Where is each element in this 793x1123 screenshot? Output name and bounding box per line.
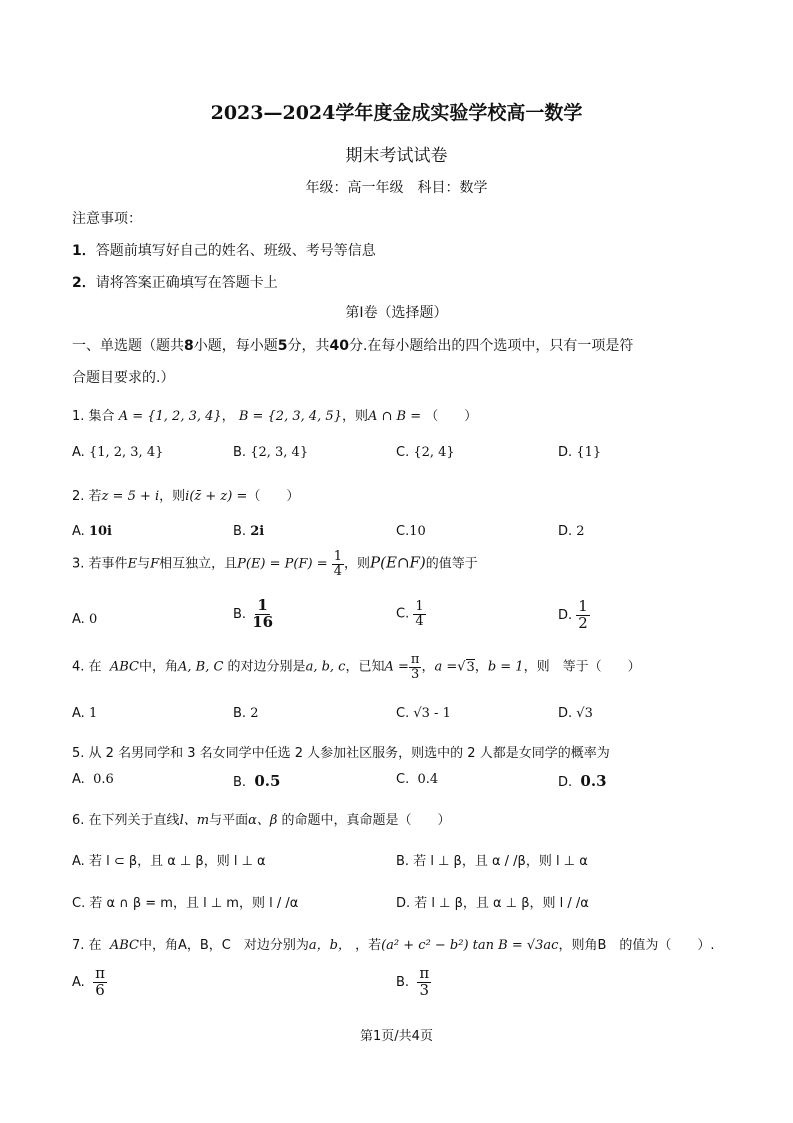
q6-option-d bbox=[396, 892, 589, 911]
page-footer: 第1页/共4页 bbox=[360, 1029, 433, 1044]
answer-blank: （ ） bbox=[247, 489, 300, 504]
option-label: D. bbox=[558, 775, 573, 790]
q2-option-c bbox=[396, 524, 426, 539]
option-label: B. bbox=[396, 974, 410, 990]
math-expression: A = bbox=[384, 659, 409, 675]
math-planes: α、β bbox=[248, 813, 278, 828]
q7-option-b bbox=[396, 966, 431, 999]
option-value: 0.4 bbox=[417, 772, 439, 787]
note-item-1 bbox=[72, 240, 376, 260]
option-value: 0.5 bbox=[254, 772, 281, 790]
option-value: 1 bbox=[88, 706, 98, 721]
fraction bbox=[332, 550, 344, 578]
math-expression: (a² + c² − b²) tan B = √3ac bbox=[381, 938, 559, 953]
q3-option-a bbox=[72, 612, 97, 627]
fraction-denominator: 4 bbox=[415, 613, 424, 629]
question-text: 相互独立，且 bbox=[159, 556, 238, 572]
question-text: 在 bbox=[88, 659, 102, 675]
option-label: C. bbox=[396, 606, 410, 622]
fraction-denominator: 16 bbox=[252, 612, 274, 631]
question-text: 的对边分别是 bbox=[227, 659, 306, 675]
instr-text: 小题，每小题 bbox=[193, 338, 278, 354]
option-label: C. bbox=[396, 706, 410, 721]
question-text: ，则 bbox=[344, 556, 371, 572]
note-text: 答题前填写好自己的姓名、班级、考号等信息 bbox=[95, 243, 376, 259]
q1-option-b bbox=[233, 445, 308, 460]
math-set-b: B = {2, 3, 4, 5} bbox=[238, 409, 342, 424]
option-value: 若 l ⊥ β，且 α / /β，则 l ⊥ α bbox=[413, 854, 588, 869]
grade-subject-line: 年级：高一年级 科目：数学 bbox=[305, 180, 488, 196]
option-label: B. bbox=[233, 524, 247, 539]
option-label: B. bbox=[233, 775, 247, 790]
question-number: 6. bbox=[72, 813, 85, 828]
instr-text: 分，共 bbox=[287, 338, 330, 354]
option-label: A. bbox=[72, 445, 85, 460]
option-label: C. bbox=[396, 445, 410, 460]
math-expression: P(E∩F) bbox=[370, 553, 426, 572]
section-instruction-line-2: 合题目要求的.） bbox=[72, 370, 175, 386]
question-number: 3. bbox=[72, 556, 85, 572]
q4-option-c bbox=[396, 706, 451, 721]
note-item-2 bbox=[72, 272, 278, 292]
option-label: D. bbox=[558, 607, 573, 623]
option-label: B. bbox=[233, 445, 247, 460]
q1-option-c bbox=[396, 445, 455, 460]
math-event-f: F bbox=[150, 556, 160, 572]
option-label: B. bbox=[233, 706, 247, 721]
math-triangle: ABC bbox=[109, 938, 139, 953]
option-label: C. bbox=[72, 896, 86, 911]
note-text: 请将答案正确填写在答题卡上 bbox=[95, 275, 278, 291]
option-label: D. bbox=[558, 445, 573, 460]
q5-option-d bbox=[558, 772, 607, 790]
fraction-numerator: 1 bbox=[333, 549, 343, 564]
q2-option-d bbox=[558, 524, 585, 539]
q5-option-a bbox=[72, 772, 114, 787]
fraction bbox=[409, 653, 422, 681]
question-text: ，则 等于（ ） bbox=[523, 659, 641, 675]
option-value: {1} bbox=[576, 445, 602, 460]
math-expression: a = bbox=[434, 659, 458, 675]
q1-option-d bbox=[558, 445, 601, 460]
q5-option-b bbox=[233, 772, 280, 790]
fraction-numerator: 1 bbox=[578, 597, 588, 615]
option-label: D. bbox=[396, 896, 411, 911]
math-set-a: A = {1, 2, 3, 4} bbox=[118, 409, 222, 424]
math-angles: A, B, C bbox=[177, 659, 224, 675]
question-number: 7. bbox=[72, 938, 85, 953]
option-value: 0.6 bbox=[93, 772, 114, 787]
question-text: ，则 bbox=[341, 409, 368, 424]
instr-text: 分.在每小题给出的四个选项中，只有一项是符 bbox=[348, 338, 634, 354]
fraction-denominator: 4 bbox=[333, 563, 343, 579]
option-label: D. bbox=[558, 706, 573, 721]
option-value: {1, 2, 3, 4} bbox=[88, 445, 164, 460]
option-value: 2i bbox=[250, 524, 265, 539]
question-number: 1. bbox=[72, 409, 85, 424]
question-6 bbox=[72, 809, 451, 828]
section-instruction-line-1 bbox=[72, 335, 633, 355]
math-sides: a, b, c bbox=[305, 659, 346, 675]
question-text: ， bbox=[221, 409, 235, 424]
math-expression: z = 5 + i bbox=[101, 489, 160, 504]
question-text: 集合 bbox=[88, 409, 115, 424]
question-7 bbox=[72, 934, 715, 953]
question-number: 5. bbox=[72, 746, 85, 761]
sqrt-expression: √3 bbox=[457, 659, 475, 675]
question-text: ，若 bbox=[355, 938, 382, 953]
option-value: {2, 4} bbox=[413, 445, 455, 460]
question-text: 与 bbox=[137, 556, 151, 572]
option-label: A. bbox=[72, 612, 85, 627]
option-label: B. bbox=[233, 606, 247, 622]
option-label: C. bbox=[396, 772, 410, 787]
option-value: √3 bbox=[576, 706, 593, 721]
question-text: 与平面 bbox=[209, 813, 249, 828]
option-value: 若 α ∩ β = m，且 l ⊥ m，则 l / /α bbox=[89, 896, 299, 911]
math-triangle: ABC bbox=[109, 659, 139, 675]
q3-option-c bbox=[396, 600, 426, 628]
fraction-denominator: 3 bbox=[419, 980, 430, 999]
instr-total: 40 bbox=[329, 338, 349, 354]
option-value: 10 bbox=[409, 524, 426, 539]
option-value: 若 l ⊥ β，且 α ⊥ β，则 l / /α bbox=[414, 896, 589, 911]
question-text: 在下列关于直线 bbox=[88, 813, 180, 828]
fraction-numerator: π bbox=[419, 964, 430, 982]
option-value: 0 bbox=[88, 612, 98, 627]
q5-option-c bbox=[396, 772, 438, 787]
answer-blank: （ ） bbox=[425, 409, 478, 424]
q4-option-b bbox=[233, 706, 258, 721]
fraction bbox=[93, 966, 107, 999]
question-text: 从 2 名男同学和 3 名女同学中任选 2 人参加社区服务，则选中的 2 人都是女同学的概率为 bbox=[88, 746, 610, 761]
fraction-denominator: 2 bbox=[578, 613, 588, 632]
question-3 bbox=[72, 550, 478, 578]
math-expression: P(E) = P(F) = bbox=[237, 556, 328, 572]
note-number: 1． bbox=[72, 243, 96, 259]
question-text: ，则 bbox=[159, 489, 186, 504]
option-label: A. bbox=[72, 974, 85, 990]
option-value: 2 bbox=[250, 706, 259, 721]
page-subtitle: 期末考试试卷 bbox=[345, 146, 448, 166]
q4-option-d bbox=[558, 706, 593, 721]
question-text: 中，角A，B，C 对边分别为 bbox=[138, 938, 309, 953]
fraction-numerator: 1 bbox=[257, 596, 268, 614]
option-value: 若 l ⊂ β，且 α ⊥ β，则 l ⊥ α bbox=[88, 854, 266, 869]
q4-option-a bbox=[72, 706, 97, 721]
q2-option-b bbox=[233, 524, 264, 539]
option-value: 0.3 bbox=[580, 772, 607, 790]
question-text: ，已知 bbox=[345, 659, 385, 675]
question-number: 2. bbox=[72, 489, 85, 504]
instr-points: 5 bbox=[277, 338, 288, 354]
option-value: √3 - 1 bbox=[413, 706, 451, 721]
fraction-numerator: π bbox=[95, 964, 105, 982]
instr-count: 8 bbox=[184, 338, 194, 354]
math-lines: l、m bbox=[179, 813, 210, 828]
radicand: 3 bbox=[466, 659, 475, 675]
q6-option-c bbox=[72, 892, 298, 911]
q1-option-a bbox=[72, 445, 163, 460]
q3-option-d bbox=[558, 599, 590, 632]
question-2 bbox=[72, 485, 299, 504]
option-label: B. bbox=[396, 854, 410, 869]
q7-option-a bbox=[72, 966, 107, 999]
q6-option-a bbox=[72, 850, 266, 869]
question-1 bbox=[72, 405, 477, 424]
math-expression: b = 1 bbox=[487, 659, 524, 675]
math-expression: A ∩ B = bbox=[367, 409, 422, 424]
question-text: 中，角 bbox=[138, 659, 178, 675]
question-5 bbox=[72, 742, 610, 761]
fraction bbox=[576, 599, 590, 632]
instr-text: 一、单选题（题共 bbox=[72, 338, 184, 354]
q6-option-b bbox=[396, 850, 588, 869]
option-label: A. bbox=[72, 706, 85, 721]
question-number: 4. bbox=[72, 659, 85, 675]
option-value: 10i bbox=[88, 524, 112, 539]
question-text: 在 bbox=[88, 938, 102, 953]
fraction bbox=[413, 600, 425, 628]
fraction-numerator: 1 bbox=[415, 599, 424, 614]
fraction-denominator: 6 bbox=[95, 980, 105, 999]
option-label: A. bbox=[72, 772, 85, 787]
notes-heading: 注意事项： bbox=[72, 211, 142, 227]
fraction-numerator: π bbox=[410, 652, 420, 667]
math-event-e: E bbox=[127, 556, 138, 572]
math-expression: i(z̄ + z) = bbox=[185, 489, 248, 504]
question-4: 4. 在 ABC中，角A, B, C 的对边分别是a, b, c，已知A = $\frac{\pi}{3}$ ，a =√3，b = 1，则 等于（ ） bbox=[72, 652, 641, 682]
option-label: A. bbox=[72, 524, 85, 539]
question-text: 若 bbox=[88, 489, 102, 504]
fraction-denominator: 3 bbox=[411, 666, 420, 682]
note-number: 2． bbox=[72, 275, 96, 291]
question-text: 的命题中，真命题是（ ） bbox=[281, 813, 451, 828]
fraction bbox=[417, 966, 431, 999]
option-label: A. bbox=[72, 854, 85, 869]
q2-option-a bbox=[72, 524, 112, 539]
option-label: D. bbox=[558, 524, 573, 539]
volume-heading: 第Ⅰ卷（选择题） bbox=[345, 305, 448, 321]
q3-option-b bbox=[233, 598, 275, 631]
question-text: ，则角B 的值为（ ）. bbox=[558, 938, 715, 953]
question-text: 的值等于 bbox=[425, 556, 478, 572]
option-value: 2 bbox=[576, 524, 585, 539]
page-title: 2023—2024学年度金成实验学校高一数学 bbox=[210, 102, 583, 124]
option-value: {2, 3, 4} bbox=[250, 445, 309, 460]
option-label: C. bbox=[396, 524, 410, 539]
question-text: 若事件 bbox=[88, 556, 128, 572]
math-sides: a，b， bbox=[308, 938, 351, 953]
fraction bbox=[250, 598, 275, 631]
